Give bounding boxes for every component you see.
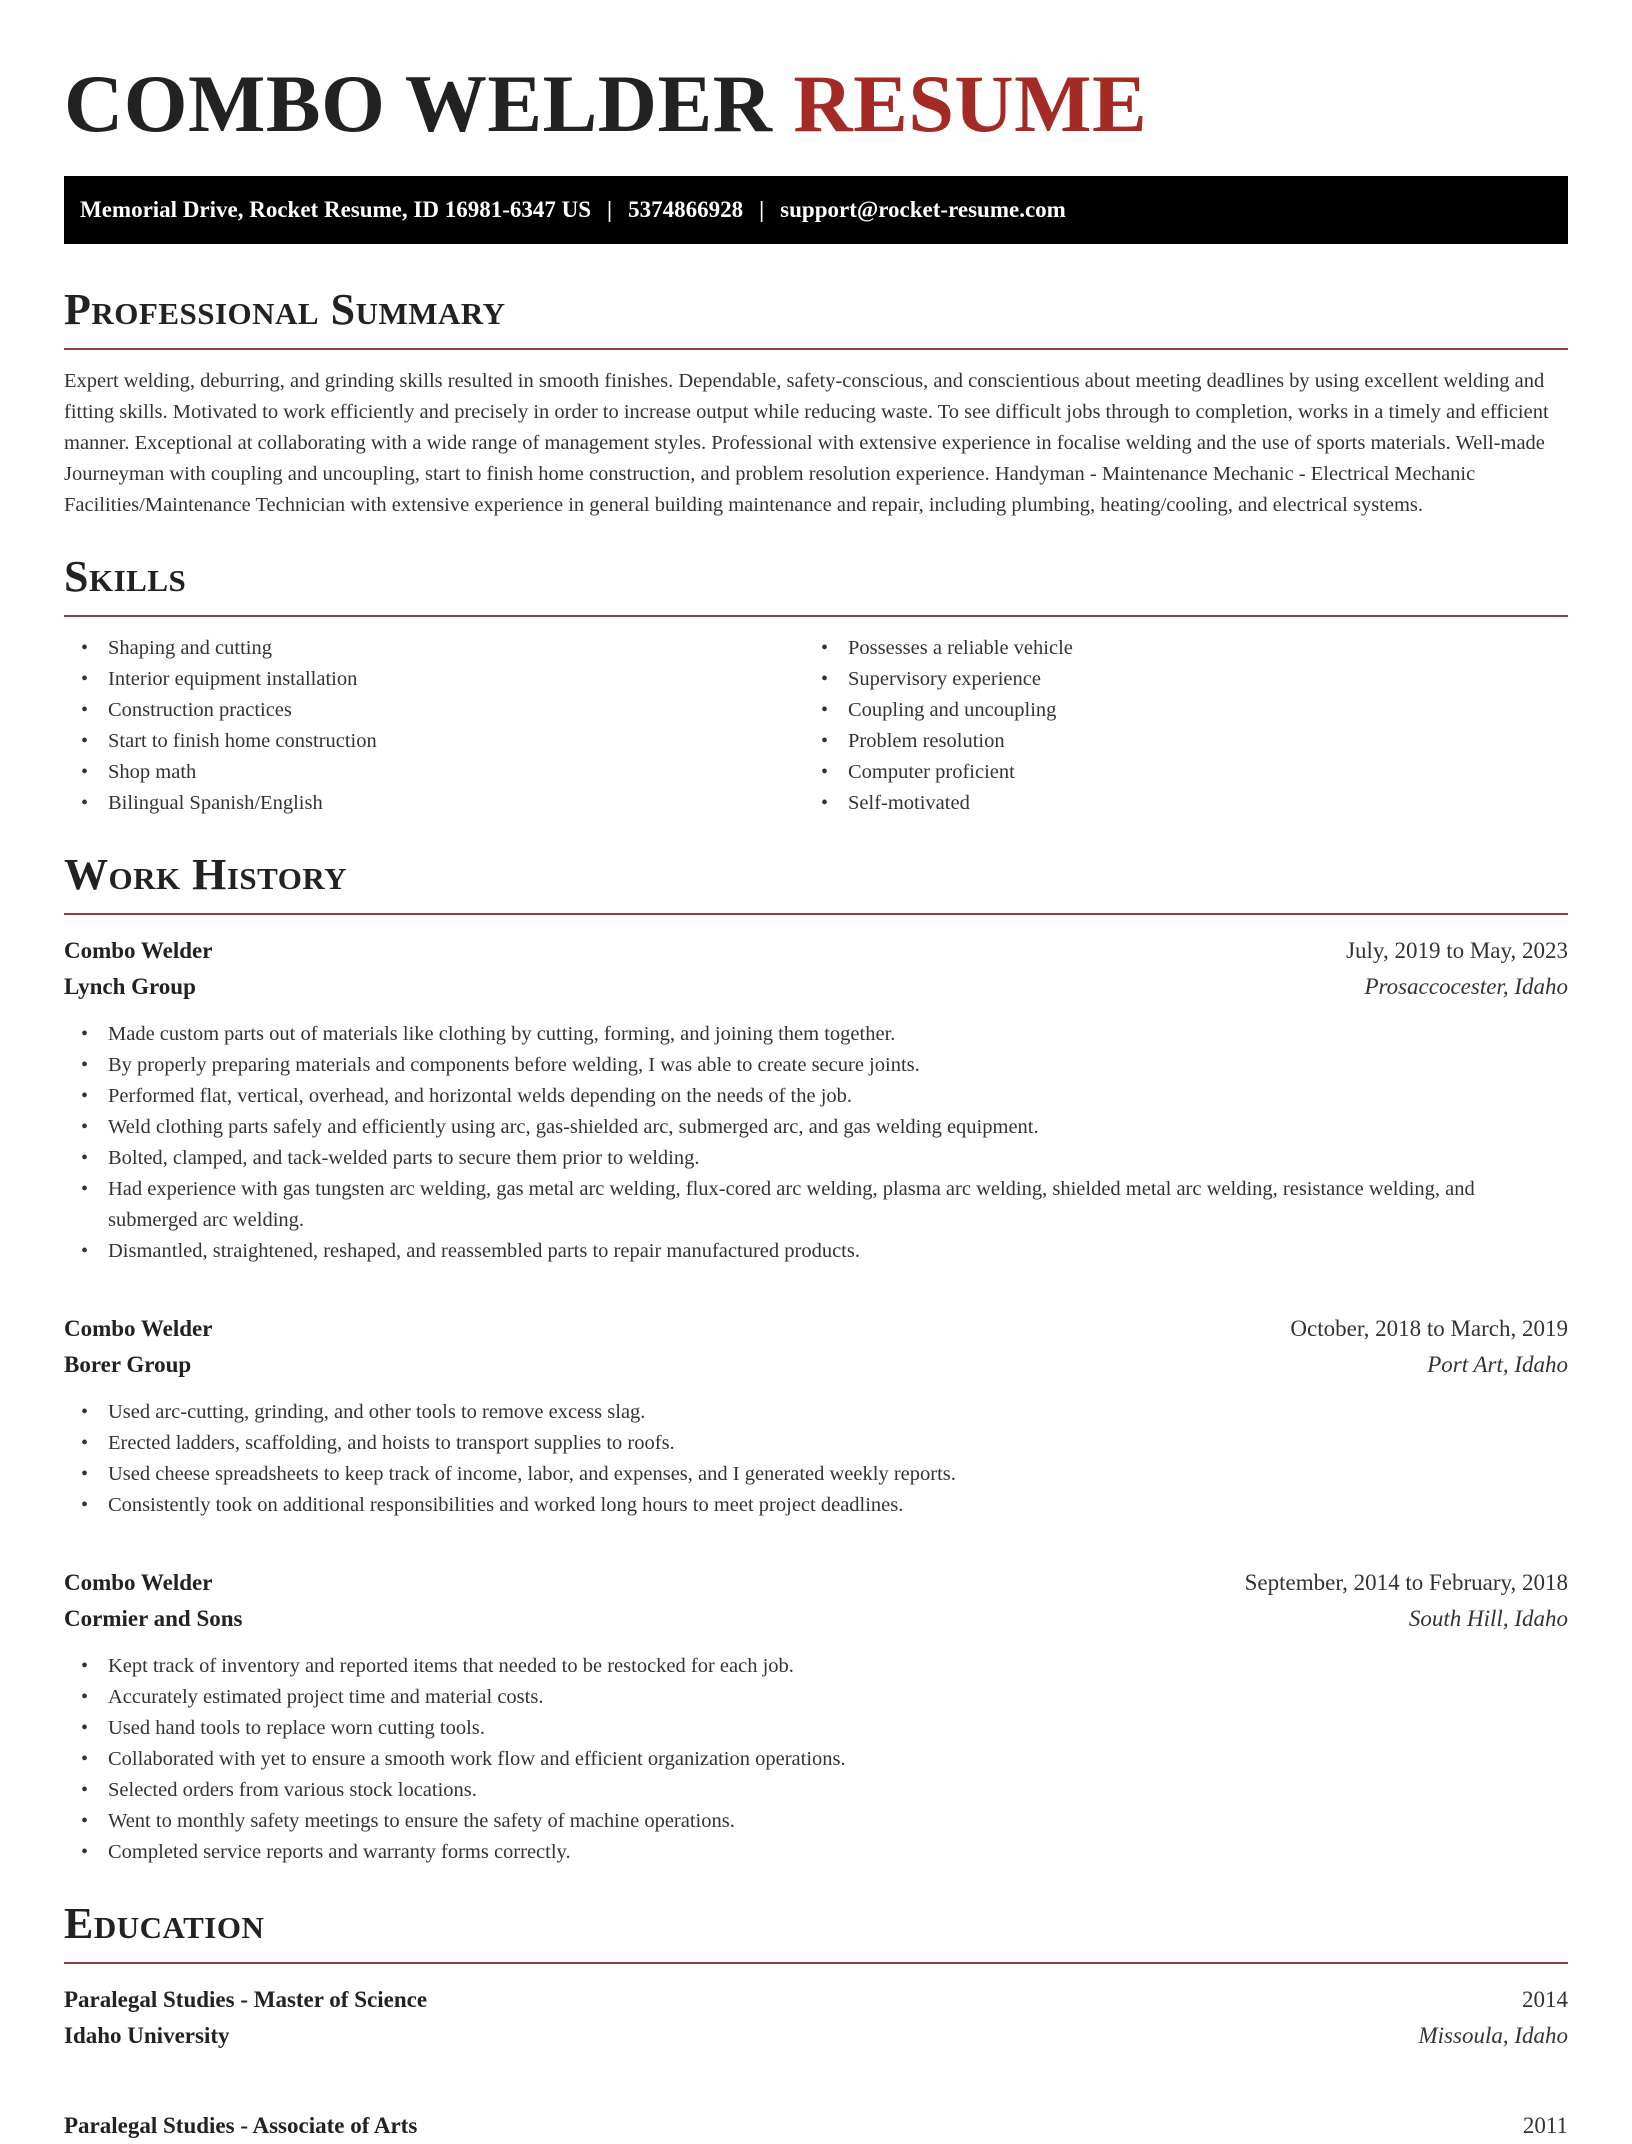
skill-item: • Problem resolution [821,730,1005,752]
duty-item: • Dismantled, straightened, reshaped, and reassembled parts to repair manufactured products. [81,1240,860,1262]
skills-section [64,551,1568,819]
job-location: Prosaccocester, Idaho [1364,974,1568,999]
skill-item: • Construction practices [81,699,292,721]
degree: Paralegal Studies - Associate of Arts [64,2113,418,2138]
duty-item: • Used hand tools to replace worn cutting tools. [81,1717,485,1739]
job-duties [64,1019,1568,1267]
skill-item: • Computer proficient [821,761,1015,783]
duty-item: • Performed flat, vertical, overhead, and horizontal welds depending on the needs of the job. [81,1085,853,1107]
skill-item: • Shop math [81,761,197,783]
job-entry [64,1311,1568,1521]
skill-item: • Interior equipment installation [81,668,358,690]
duty-item: • Consistently took on additional responsibilities and worked long hours to meet project deadlines. [81,1494,904,1516]
skill-item: • Bilingual Spanish/English [81,792,323,814]
job-duties [64,1651,1568,1868]
work-history-section [64,849,1568,1868]
job-dates: October, 2018 to March, 2019 [1290,1316,1568,1341]
school-location: Missoula, Idaho [1418,2023,1568,2048]
education-section [64,1898,1568,2144]
degree: Paralegal Studies - Master of Science [64,1987,428,2012]
skills-heading: Skills [64,552,187,601]
contact-address: Memorial Drive, Rocket Resume, ID 16981-6347 US [80,197,592,222]
duty-item: • Bolted, clamped, and tack-welded parts to secure them prior to welding. [81,1147,700,1169]
summary-heading: Professional Summary [64,285,506,334]
contact-phone: 5374866928 [628,197,744,222]
job-entry [64,1565,1568,1868]
skill-item: • Coupling and uncoupling [821,699,1057,721]
education-entry [64,2108,1568,2144]
resume-title [64,0,1568,154]
summary-section [64,284,1568,521]
education-entry [64,1982,1568,2054]
duty-item: • Erected ladders, scaffolding, and hoists to transport supplies to roofs. [81,1432,675,1454]
duty-item: • Went to monthly safety meetings to ensure the safety of machine operations. [81,1810,735,1832]
skills-grid [64,633,1568,819]
work-history-heading: Work History [64,850,348,899]
contact-bar [64,176,1568,244]
job-duties [64,1397,1568,1521]
skills-column-left [64,633,804,819]
skill-item: • Shaping and cutting [81,637,272,659]
job-title: Combo Welder [64,938,213,963]
job-company: Lynch Group [64,974,196,999]
skills-column-right [804,633,1544,819]
duty-item: • Accurately estimated project time and material costs. [81,1686,544,1708]
section-divider [64,1962,1568,1964]
job-dates: July, 2019 to May, 2023 [1346,938,1568,963]
duty-item: • Used cheese spreadsheets to keep track of income, labor, and expenses, and I generated weekly reports. [81,1463,956,1485]
job-dates: September, 2014 to February, 2018 [1244,1570,1568,1595]
graduation-year: 2011 [1522,2113,1568,2138]
job-location: Port Art, Idaho [1427,1352,1568,1377]
summary-text: Expert welding, deburring, and grinding skills resulted in smooth finishes. Dependable, safety-conscious, and conscientious about meeting deadlines by using excellent welding and fitting skills. Motivated to work efficiently and precisely in order to increase output while reducing waste. To see difficult jobs through to completion, works in a timely and efficient manner. Exceptional at collaborating with a wide range of management styles. Professional with extensive experience in focalise welding and the use of sports materials. Well-made Journeyman with coupling and uncoupling, start to finish home construction, and problem resolution experience. Handyman - Maintenance Mechanic - Electrical Mechanic Facilities/Maintenance Technician with extensive experience in general building maintenance and repair, including plumbing, heating/cooling, and electrical systems. [64,370,1549,516]
contact-separator: | [759,197,765,222]
contact-email: support@rocket-resume.com [780,197,1066,222]
duty-item: • Weld clothing parts safely and efficiently using arc, gas-shielded arc, submerged arc, and gas welding equipment. [81,1116,1039,1138]
job-title: Combo Welder [64,1570,213,1595]
section-divider [64,913,1568,915]
duty-item: • Collaborated with yet to ensure a smooth work flow and efficient organization operations. [81,1748,846,1770]
duty-item: • Completed service reports and warranty forms correctly. [81,1841,571,1863]
job-location: South Hill, Idaho [1408,1606,1568,1631]
school-name: Idaho University [64,2023,230,2048]
education-heading: Education [64,1899,265,1948]
duty-item: • By properly preparing materials and components before welding, I was able to create secure joints. [81,1054,920,1076]
skill-item: • Self-motivated [821,792,970,814]
section-divider [64,348,1568,350]
duty-item: • Had experience with gas tungsten arc welding, gas metal arc welding, flux-cored arc welding, plasma arc welding, shielded metal arc welding, resistance welding, and submerged arc welding. [81,1178,1475,1231]
job-title: Combo Welder [64,1316,213,1341]
job-company: Cormier and Sons [64,1606,243,1631]
skill-item: • Start to finish home construction [81,730,377,752]
title-accent: RESUME [793,58,1148,149]
job-company: Borer Group [64,1352,192,1377]
skill-item: • Possesses a reliable vehicle [821,637,1073,659]
contact-separator: | [607,197,613,222]
title-main: COMBO WELDER [64,58,773,149]
skill-item: • Supervisory experience [821,668,1041,690]
job-entry [64,933,1568,1267]
duty-item: • Used arc-cutting, grinding, and other tools to remove excess slag. [81,1401,646,1423]
duty-item: • Made custom parts out of materials like clothing by cutting, forming, and joining them together. [81,1023,896,1045]
duty-item: • Kept track of inventory and reported items that needed to be restocked for each job. [81,1655,794,1677]
graduation-year: 2014 [1522,1987,1568,2012]
duty-item: • Selected orders from various stock locations. [81,1779,477,1801]
section-divider [64,615,1568,617]
